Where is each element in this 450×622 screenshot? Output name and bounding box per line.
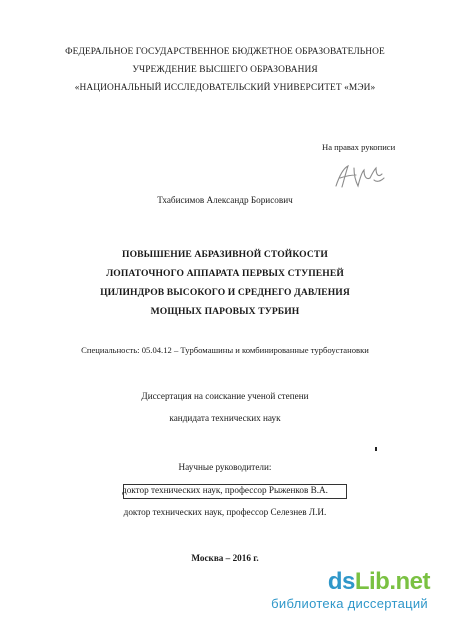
title-line-3: ЦИЛИНДРОВ ВЫСОКОГО И СРЕДНЕГО ДАВЛЕНИЯ bbox=[100, 287, 350, 298]
handwritten-signature bbox=[330, 160, 390, 192]
title-line-4: МОЩНЫХ ПАРОВЫХ ТУРБИН bbox=[150, 306, 300, 317]
watermark-brand bbox=[328, 568, 430, 596]
watermark-tagline: библиотека диссертаций bbox=[271, 596, 428, 611]
degree-line-1: Диссертация на соискание ученой степени bbox=[141, 391, 309, 401]
speciality-line: Специальность: 05.04.12 – Турбомашины и комбинированные турбоустановки bbox=[81, 345, 369, 355]
place-year: Москва – 2016 г. bbox=[191, 553, 259, 563]
supervisor-1: доктор технических наук, профессор Рыженков В.А. bbox=[122, 485, 328, 495]
watermark-brand-part1: ds bbox=[327, 568, 355, 595]
title-line-1: ПОВЫШЕНИЕ АБРАЗИВНОЙ СТОЙКОСТИ bbox=[122, 249, 328, 260]
dslib-watermark bbox=[252, 568, 442, 616]
institution-line-3: «НАЦИОНАЛЬНЫЙ ИССЛЕДОВАТЕЛЬСКИЙ УНИВЕРСИТЕТ «МЭИ» bbox=[74, 83, 376, 93]
institution-line-1: ФЕДЕРАЛЬНОЕ ГОСУДАРСТВЕННОЕ БЮДЖЕТНОЕ ОБРАЗОВАТЕЛЬНОЕ bbox=[65, 47, 385, 57]
supervisor-2: доктор технических наук, профессор Селезнев Л.И. bbox=[123, 507, 327, 517]
author-name: Тхабисимов Александр Борисович bbox=[157, 195, 293, 205]
supervisors-heading: Научные руководители: bbox=[178, 462, 272, 472]
institution-line-2: УЧРЕЖДЕНИЕ ВЫСШЕГО ОБРАЗОВАНИЯ bbox=[132, 65, 318, 75]
scan-mark bbox=[375, 447, 377, 451]
manuscript-note: На правах рукописи bbox=[322, 142, 396, 152]
degree-line-2: кандидата технических наук bbox=[169, 413, 281, 423]
watermark-brand-part2: Lib.net bbox=[354, 568, 430, 595]
title-line-2: ЛОПАТОЧНОГО АППАРАТА ПЕРВЫХ СТУПЕНЕЙ bbox=[106, 268, 344, 279]
